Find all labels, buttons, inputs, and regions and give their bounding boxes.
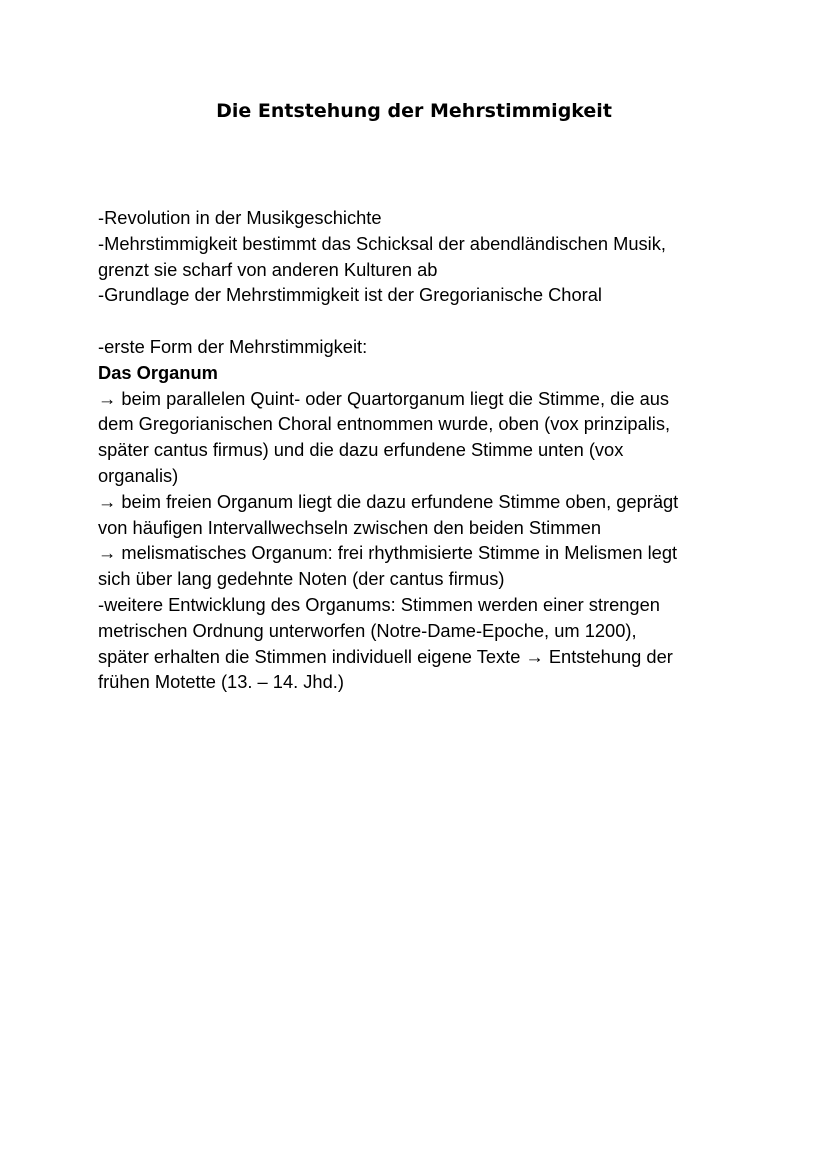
section-line: sich über lang gedehnte Noten (der cantus firmus) xyxy=(98,568,505,590)
section-line: frühen Motette (13. – 14. Jhd.) xyxy=(98,671,344,693)
section-line: dem Gregorianischen Choral entnommen wurde, oben (vox prinzipalis, xyxy=(98,413,671,435)
section-line: metrischen Ordnung unterworfen (Notre-Dame-Epoche, um 1200), xyxy=(98,619,637,641)
section-intro: -erste Form der Mehrstimmigkeit: xyxy=(98,335,368,357)
section-line: später erhalten die Stimmen individuell eigene Texte → Entstehung der xyxy=(98,645,673,667)
section-line: -weitere Entwicklung des Organums: Stimmen werden einer strengen xyxy=(98,593,660,615)
intro-line: -Grundlage der Mehrstimmigkeit ist der Gregorianische Choral xyxy=(98,284,602,306)
section-line: von häufigen Intervallwechseln zwischen den beiden Stimmen xyxy=(98,516,602,538)
section-line: → beim parallelen Quint- oder Quartorganum liegt die Stimme, die aus xyxy=(98,387,670,409)
intro-line: -Revolution in der Musikgeschichte xyxy=(98,207,382,228)
page-title: Die Entstehung der Mehrstimmigkeit xyxy=(216,100,612,122)
section-line: → melismatisches Organum: frei rhythmisierte Stimme in Melismen legt xyxy=(98,542,678,564)
paragraph-spacer xyxy=(98,308,798,334)
intro-line: grenzt sie scharf von anderen Kulturen ab xyxy=(98,258,438,280)
section-heading: Das Organum xyxy=(98,361,218,383)
section-line: → beim freien Organum liegt die dazu erfundene Stimme oben, geprägt xyxy=(98,490,679,512)
section-line: später cantus firmus) und die dazu erfundene Stimme unten (vox xyxy=(98,439,624,461)
section-line: organalis) xyxy=(98,464,179,486)
intro-line: -Mehrstimmigkeit bestimmt das Schicksal der abendländischen Musik, xyxy=(98,232,666,254)
document-body xyxy=(98,205,798,695)
